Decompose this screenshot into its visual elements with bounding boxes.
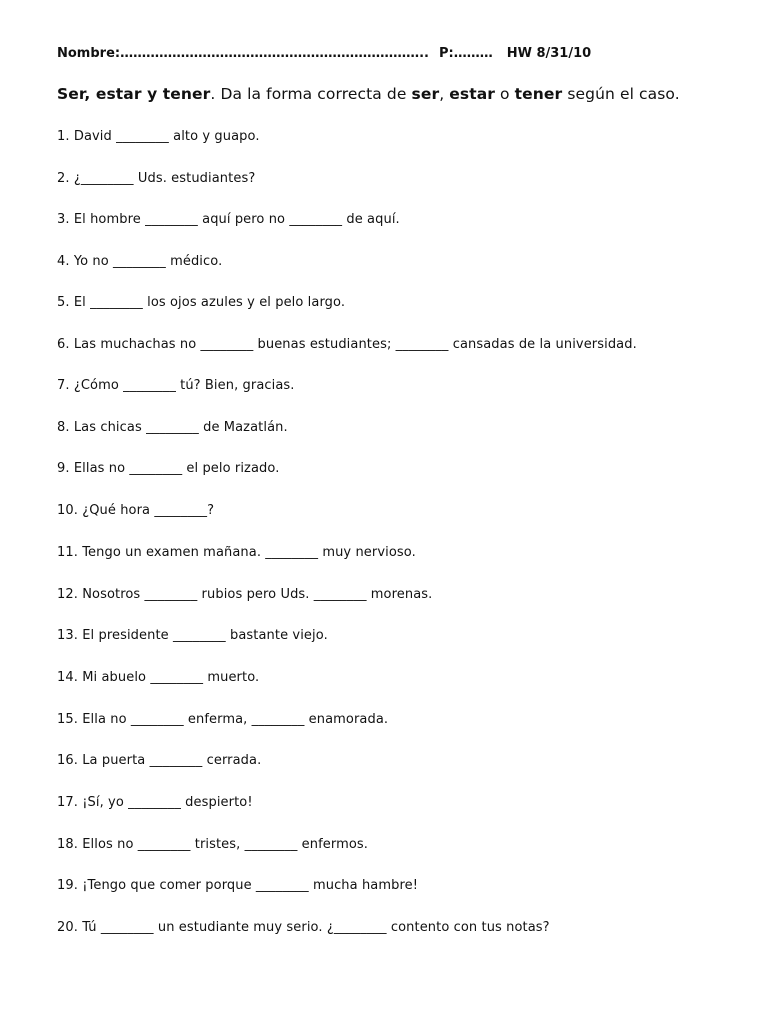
homework-date: HW 8/31/10 bbox=[506, 46, 592, 61]
instructions-text-end: según el caso. bbox=[562, 85, 680, 103]
question-20: 20. Tú ________ un estudiante muy serio. ¿________ contento con tus notas? bbox=[57, 920, 550, 935]
question-12: 12. Nosotros ________ rubios pero Uds. ________ morenas. bbox=[57, 587, 433, 602]
question-9: 9. Ellas no ________ el pelo rizado. bbox=[57, 461, 280, 476]
instructions-ser: ser bbox=[411, 85, 440, 103]
question-1: 1. David ________ alto y guapo. bbox=[57, 129, 260, 144]
question-14: 14. Mi abuelo ________ muerto. bbox=[57, 670, 260, 685]
instructions-tener: tener bbox=[514, 85, 563, 103]
question-8: 8. Las chicas ________ de Mazatlán. bbox=[57, 420, 288, 435]
instructions-estar: estar bbox=[449, 85, 496, 103]
question-3: 3. El hombre ________ aquí pero no ________ de aquí. bbox=[57, 212, 400, 227]
question-15: 15. Ella no ________ enferma, ________ enamorada. bbox=[57, 712, 389, 727]
name-field-label: Nombre:…………………………………………………………….. bbox=[57, 46, 429, 61]
question-4: 4. Yo no ________ médico. bbox=[57, 254, 223, 269]
question-2: 2. ¿________ Uds. estudiantes? bbox=[57, 171, 256, 186]
question-17: 17. ¡Sí, yo ________ despierto! bbox=[57, 795, 253, 810]
question-11: 11. Tengo un examen mañana. ________ muy nervioso. bbox=[57, 545, 416, 560]
instructions-comma: , bbox=[439, 85, 450, 103]
question-7: 7. ¿Cómo ________ tú? Bien, gracias. bbox=[57, 378, 295, 393]
header-line bbox=[57, 46, 591, 61]
question-6: 6. Las muchachas no ________ buenas estudiantes; ________ cansadas de la universidad. bbox=[57, 337, 637, 352]
question-5: 5. El ________ los ojos azules y el pelo largo. bbox=[57, 295, 346, 310]
period-field-label: P:……… bbox=[438, 46, 493, 61]
instructions bbox=[57, 85, 680, 103]
question-10: 10. ¿Qué hora ________? bbox=[57, 503, 215, 518]
instructions-text: . Da la forma correcta de bbox=[210, 85, 412, 103]
question-18: 18. Ellos no ________ tristes, ________ enfermos. bbox=[57, 837, 369, 852]
question-19: 19. ¡Tengo que comer porque ________ mucha hambre! bbox=[57, 878, 419, 893]
question-16: 16. La puerta ________ cerrada. bbox=[57, 753, 262, 768]
question-13: 13. El presidente ________ bastante viejo. bbox=[57, 628, 328, 643]
instructions-title: Ser, estar y tener bbox=[57, 85, 211, 103]
instructions-o: o bbox=[495, 85, 515, 103]
